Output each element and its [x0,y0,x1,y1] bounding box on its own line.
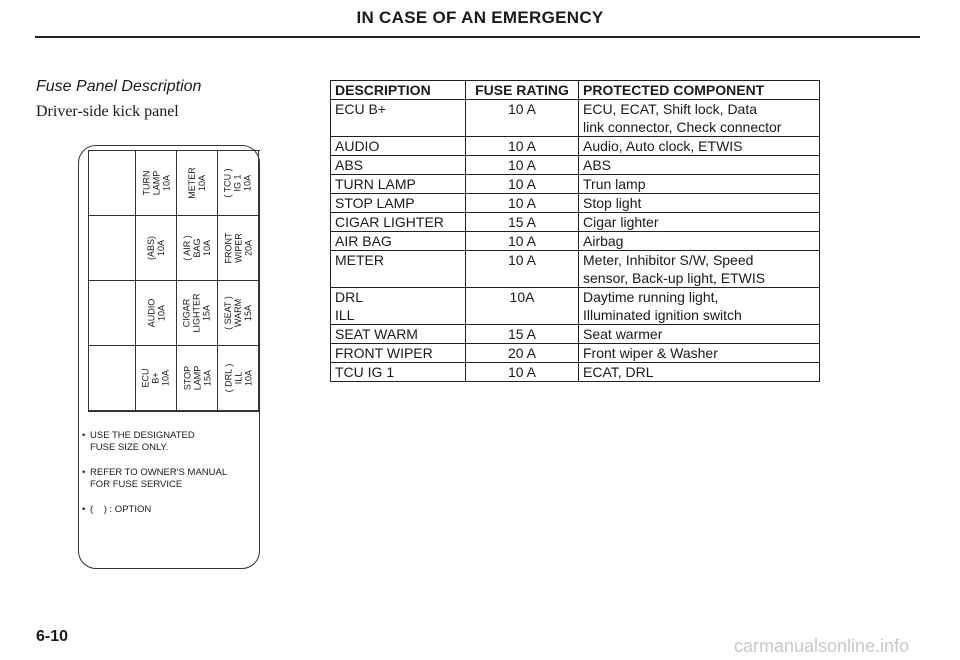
fuse-slot [218,346,259,411]
note-text: USE THE DESIGNATED [90,430,195,441]
column-header-protected-component: PROTECTED COMPONENT [579,81,820,100]
cell-protected-component: ABS [579,156,820,175]
cell-fuse-rating: 10 A [466,137,579,156]
fuse-table-header-row [331,81,820,100]
table-row [331,156,820,175]
table-row [331,213,820,232]
fuse-slot-label: AUDIO 10A [145,298,166,328]
cell-description: STOP LAMP [331,194,466,213]
fuse-slot [177,281,218,346]
fuse-slot-label: METER 10A [187,167,207,199]
fuse-slot [218,151,259,216]
section-title: Fuse Panel Description [36,78,202,95]
watermark: carmanualsonline.info [734,636,910,656]
cell-description: FRONT WIPER [331,344,466,363]
fuse-slot [177,346,218,411]
cell-protected-component: Front wiper & Washer [579,344,820,363]
page-number: 6-10 [36,628,69,645]
note-bullet: • [82,430,86,441]
table-row [331,325,820,344]
table-row [331,363,820,382]
page-header-title: IN CASE OF AN EMERGENCY [356,8,604,27]
fuse-slot-label: CIGAR LIGHTER 15A [181,293,212,333]
fuse-slot [136,151,177,216]
note-bullet: • [82,504,86,515]
fuse-slot-label: TURN LAMP 10A [141,170,171,196]
table-row [331,232,820,251]
table-row [331,344,820,363]
fuse-slot-label: STOP LAMP 15A [181,365,212,391]
table-row [331,137,820,156]
cell-fuse-rating: 15 A [466,325,579,344]
table-row [331,100,820,137]
cell-fuse-rating: 10 A [466,194,579,213]
fuse-slot-label: ( DRL ) ILL 10A [222,363,253,393]
cell-protected-component: Seat warmer [579,325,820,344]
fuse-slot-label: (ABS) 10A [145,235,166,261]
fuse-slot-label: ECU B+ 10A [140,368,171,388]
fuse-slot [136,346,177,411]
fuse-slot [218,216,259,281]
cell-fuse-rating: 10 A [466,232,579,251]
cell-protected-component: Stop light [579,194,820,213]
cell-protected-component: ECU, ECAT, Shift lock, Data link connector, Check connector [579,100,820,137]
cell-protected-component: Daytime running light, Illuminated ignition switch [579,288,820,325]
fuse-slot-label: FRONT WIPER 20A [223,232,253,264]
cell-fuse-rating: 10 A [466,175,579,194]
cell-fuse-rating: 20 A [466,344,579,363]
cell-description: TURN LAMP [331,175,466,194]
table-row [331,251,820,288]
fuse-slot-empty [89,346,136,411]
cell-protected-component: Audio, Auto clock, ETWIS [579,137,820,156]
column-header-description: DESCRIPTION [331,81,466,100]
fuse-slot-label: ( AIR ) BAG 10A [181,235,212,261]
cell-description: ECU B+ [331,100,466,137]
cell-protected-component: Trun lamp [579,175,820,194]
header-divider [35,36,920,38]
fuse-table [330,80,820,382]
fuse-slot [136,281,177,346]
cell-protected-component: Airbag [579,232,820,251]
note-text: FUSE SIZE ONLY. [90,442,169,453]
fuse-slot-empty [89,151,136,216]
fuse-slot [218,281,259,346]
table-row [331,194,820,213]
fuse-note [82,467,227,491]
cell-fuse-rating: 10 A [466,100,579,137]
cell-protected-component: Cigar lighter [579,213,820,232]
fuse-slot-label: ( SEAT ) WARM 15A [222,296,253,330]
fuse-panel-notes [82,430,227,529]
cell-fuse-rating: 10 A [466,156,579,175]
section-subtitle: Driver-side kick panel [36,103,179,120]
note-text: FOR FUSE SERVICE [90,479,183,490]
cell-description: DRL ILL [331,288,466,325]
fuse-panel-diagram [88,150,260,412]
cell-fuse-rating: 10A [466,288,579,325]
cell-description: AUDIO [331,137,466,156]
cell-description: ABS [331,156,466,175]
fuse-slot-empty [89,216,136,281]
fuse-slot [177,151,218,216]
fuse-slot [177,216,218,281]
cell-fuse-rating: 15 A [466,213,579,232]
fuse-note [82,504,227,516]
fuse-note [82,430,227,454]
cell-description: SEAT WARM [331,325,466,344]
table-row [331,288,820,325]
fuse-slot-empty [89,281,136,346]
note-text: ( ) : OPTION [90,504,152,515]
column-header-fuse-rating: FUSE RATING [466,81,579,100]
fuse-slot [136,216,177,281]
note-text: REFER TO OWNER'S MANUAL [90,467,228,478]
cell-description: AIR BAG [331,232,466,251]
cell-protected-component: Meter, Inhibitor S/W, Speed sensor, Back-up light, ETWIS [579,251,820,288]
cell-fuse-rating: 10 A [466,363,579,382]
note-bullet: • [82,467,86,478]
cell-fuse-rating: 10 A [466,251,579,288]
cell-description: CIGAR LIGHTER [331,213,466,232]
fuse-slot-label: ( TCU ) IG 1 10A [223,168,253,198]
cell-protected-component: ECAT, DRL [579,363,820,382]
cell-description: METER [331,251,466,288]
cell-description: TCU IG 1 [331,363,466,382]
table-row [331,175,820,194]
